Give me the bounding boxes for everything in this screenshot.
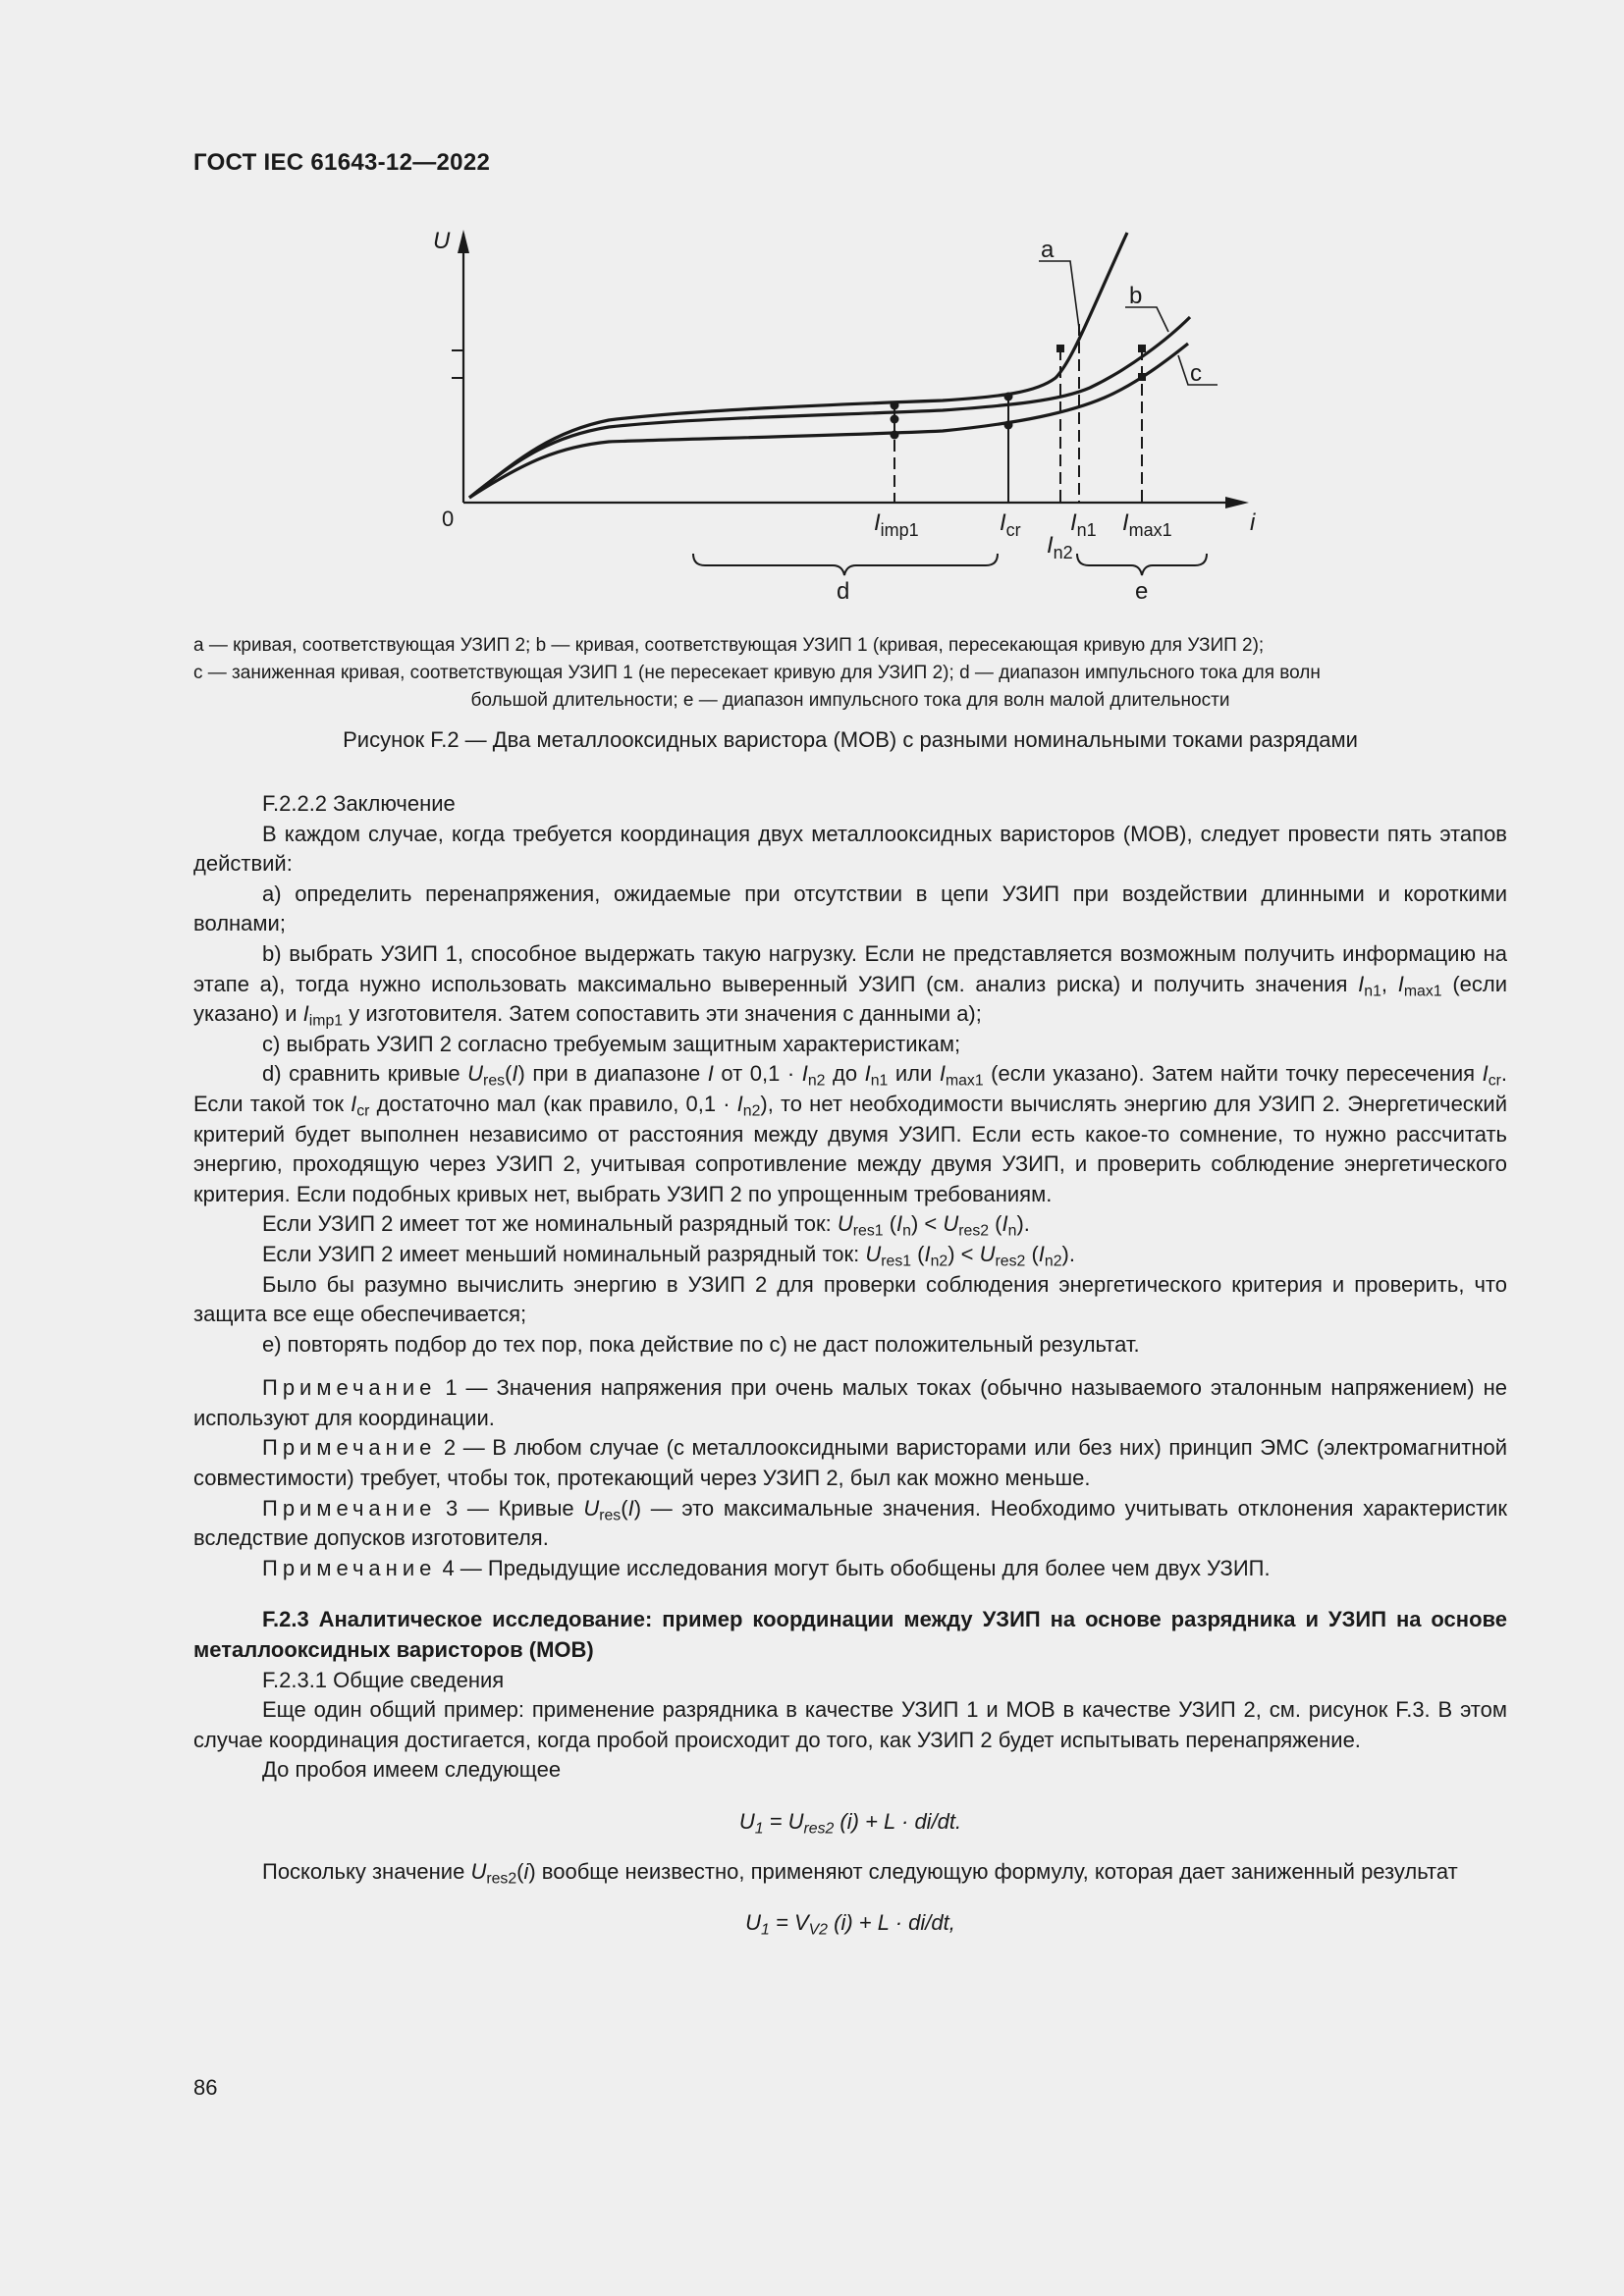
formula-2: $U_1 = V_{V2}$ (i) + L · di/dt, — [745, 1910, 955, 1939]
paragraph-less-current: Если УЗИП 2 имеет меньший номинальный разрядный ток: $U_{res1}$ $(I_{n2}) < U_{res2}$ $(I_{n2})$. — [262, 1241, 1075, 1270]
label-cr: $I_{cr}$ — [1000, 509, 1021, 540]
curve-c — [469, 344, 1188, 498]
range-label-d: d — [837, 578, 850, 605]
brace-e — [1077, 554, 1207, 575]
note-3: Примечание 3 — Кривые $U_{res}(I)$ — это максимальные значения. Необходимо учитывать отклонения характеристик вследствие допусков изготовителя. — [193, 1495, 1507, 1551]
point — [891, 401, 899, 410]
curve-a — [469, 233, 1127, 498]
point — [1138, 373, 1146, 381]
label-n2: $I_{n2}$ — [1047, 532, 1073, 562]
x-axis-label: i — [1250, 509, 1256, 536]
list-item-a: a) определить перенапряжения, ожидаемые при отсутствии в цепи УЗИП при воздействии длинными и короткими волнами; — [193, 881, 1507, 936]
page-number: 86 — [193, 2075, 218, 2100]
label-max1: $I_{max1}$ — [1122, 509, 1172, 540]
origin-label: 0 — [442, 507, 455, 531]
list-item-c: c) выбрать УЗИП 2 согласно требуемым защитным характеристикам; — [262, 1031, 961, 1056]
paragraph: До пробоя имеем следующее — [262, 1757, 562, 1783]
point — [891, 431, 899, 440]
subsection-heading: F.2.3.1 Общие сведения — [262, 1667, 505, 1692]
leader-a — [1039, 261, 1080, 336]
note-2: Примечание 2 — В любом случае (с металлооксидными варисторами или без них) принцип ЭМС (электромагнитной совместимости) требует, чтобы ток, протекающий через УЗИП 2, был как можно меньше. — [193, 1435, 1507, 1491]
subsection-heading: F.2.2.2 Заключение — [262, 791, 456, 816]
y-axis-arrow — [458, 230, 469, 253]
leader-b — [1125, 307, 1168, 332]
figure-caption: Рисунок F.2 — Два металлооксидных варистора (МОВ) с разными номинальными токами разрядами — [343, 727, 1358, 752]
figure-varistor-curves — [0, 211, 1624, 623]
list-item-d: d) сравнить кривые $U_{res}(I)$ при в диапазоне I от $0,1 \cdot I_{n2}$ до $I_{n1}$ или $I_{max1}$ (если указано). Затем найти точку пересечения $I_{cr}$. Если такой ток $I_{cr}$ достаточно мал (как правило, $0,1 \cdot I_{n2}$), то нет необходимости вычислять энергию для УЗИП 2. Энергетический критерий будет выполнен независимо от расстояния между двумя УЗИП. Если есть какое-то сомнение, то нужно рассчитать энергию, проходящую через УЗИП 2, учитывая сопротивление между двумя УЗИП, и проверить соблюдение энергетического критерия. Если подобных кривых нет, выбрать УЗИП 2 по упрощенным требованиям. — [193, 1061, 1508, 1206]
legend-line: большой длительности; e — диапазон импульсного тока для волн малой длительности — [470, 690, 1230, 711]
point — [891, 415, 899, 424]
paragraph: Было бы разумно вычислить энергию в УЗИП 2 для проверки соблюдения энергетического критерия и проверить, что защита все еще обеспечивается; — [193, 1271, 1507, 1327]
brace-d — [693, 554, 998, 575]
curve-label-c: c — [1190, 360, 1202, 387]
list-item-e: e) повторять подбор до тех пор, пока действие по c) не даст положительный результат. — [262, 1331, 1140, 1357]
label-imp1: $I_{imp1}$ — [874, 509, 919, 540]
point — [1004, 421, 1013, 430]
note-1: Примечание 1 — Значения напряжения при очень малых токах (обычно называемого эталонным напряжением) не используют для координации. — [193, 1375, 1507, 1430]
point — [1056, 345, 1064, 352]
curve-label-a: a — [1041, 237, 1055, 263]
note-4: Примечание 4 — Предыдущие исследования могут быть обобщены для более чем двух УЗИП. — [262, 1555, 1271, 1580]
point — [1004, 393, 1013, 401]
figure-legend — [193, 632, 1507, 715]
legend-line: a — кривая, соответствующая УЗИП 2; b — кривая, соответствующая УЗИП 1 (кривая, пересекающая кривую для УЗИП 2); — [193, 635, 1265, 656]
body-text — [193, 789, 1507, 1958]
paragraph: Поскольку значение $U_{res2}(i)$ вообще неизвестно, применяют следующую формулу, которая дает заниженный результат — [262, 1858, 1458, 1888]
range-label-e: e — [1135, 578, 1149, 605]
curve-label-b: b — [1129, 283, 1143, 309]
paragraph: В каждом случае, когда требуется координация двух металлооксидных варисторов (МОВ), следует провести пять этапов действий: — [193, 821, 1507, 877]
paragraph-same-current: Если УЗИП 2 имеет тот же номинальный разрядный ток: $U_{res1}$ $(I_n) < U_{res2}$ $(I_n)$. — [262, 1211, 1030, 1240]
formula-1: $U_1 = U_{res2}$ (i) + L · di/dt. — [738, 1809, 962, 1838]
legend-line: с — заниженная кривая, соответствующая УЗИП 1 (не пересекает кривую для УЗИП 2); d — диапазон импульсного тока для волн — [193, 663, 1321, 683]
document-header: ГОСТ IEC 61643-12—2022 — [193, 149, 491, 176]
x-axis-arrow — [1225, 497, 1249, 508]
label-n1: $I_{n1}$ — [1070, 509, 1097, 540]
point — [1138, 345, 1146, 352]
list-item-b: b) выбрать УЗИП 1, способное выдержать такую нагрузку. Если не представляется возможным получить информацию на этапе a), тогда нужно использовать максимально выверенный УЗИП (см. анализ риска) и получить значения $I_{n1}$, $I_{max1}$ (если указано) и $I_{imp1}$ у изготовителя. Затем сопоставить эти значения с данными a); — [193, 940, 1508, 1030]
section-heading: F.2.3 Аналитическое исследование: пример координации между УЗИП на основе разрядника и УЗИП на основе металлооксидных варисторов (МОВ) — [193, 1607, 1507, 1663]
paragraph: Еще один общий пример: применение разрядника в качестве УЗИП 1 и МОВ в качестве УЗИП 2, см. рисунок F.3. В этом случае координация достигается, когда пробой происходит до того, как УЗИП 2 будет испытывать перенапряжение. — [193, 1697, 1507, 1752]
y-axis-label: U — [433, 228, 451, 254]
